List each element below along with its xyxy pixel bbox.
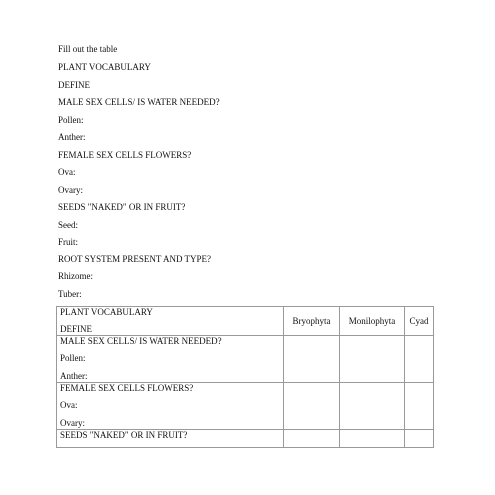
label-fruit: Fruit: <box>58 237 79 247</box>
row-label-cell <box>57 307 284 336</box>
row-label-line: Ova: <box>60 400 78 410</box>
row-label-line: MALE SEX CELLS/ IS WATER NEEDED? <box>60 336 222 346</box>
label-seed: Seed: <box>58 220 78 230</box>
row-label-cell <box>57 336 284 383</box>
label-ova: Ova: <box>58 167 76 177</box>
answer-cell[interactable] <box>284 336 340 383</box>
label-anther: Anther: <box>58 132 86 142</box>
heading-define: DEFINE <box>58 80 90 90</box>
row-label-line: DEFINE <box>60 324 92 334</box>
answer-cell[interactable] <box>284 430 340 448</box>
table-row <box>57 307 434 336</box>
question-female-sex-cells: FEMALE SEX CELLS FLOWERS? <box>58 150 192 160</box>
table-row <box>57 336 434 383</box>
label-ovary: Ovary: <box>58 185 83 195</box>
row-label-line: SEEDS "NAKED" OR IN FRUIT? <box>60 430 188 440</box>
row-label-line: Ovary: <box>60 418 85 428</box>
row-label-line: Anther: <box>60 371 88 381</box>
row-label-line: Pollen: <box>60 353 86 363</box>
column-header-monilophyta: Monilophyta <box>340 307 405 336</box>
answer-cell[interactable] <box>405 383 434 430</box>
column-header-bryophyta: Bryophyta <box>284 307 340 336</box>
vocabulary-table <box>56 306 434 448</box>
heading-plant-vocabulary: PLANT VOCABULARY <box>58 62 151 72</box>
row-label-line: FEMALE SEX CELLS FLOWERS? <box>60 383 194 393</box>
row-label-cell <box>57 383 284 430</box>
table-row <box>57 430 434 448</box>
column-header-cyad: Cyad <box>405 307 434 336</box>
row-label-line: PLANT VOCABULARY <box>60 307 153 317</box>
answer-cell[interactable] <box>405 336 434 383</box>
table-row <box>57 383 434 430</box>
label-rhizome: Rhizome: <box>58 271 93 281</box>
label-tuber: Tuber: <box>58 289 82 299</box>
answer-cell[interactable] <box>340 383 405 430</box>
label-pollen: Pollen: <box>58 115 84 125</box>
row-label-cell <box>57 430 284 448</box>
question-root-system: ROOT SYSTEM PRESENT AND TYPE? <box>58 254 212 264</box>
answer-cell[interactable] <box>405 430 434 448</box>
answer-cell[interactable] <box>340 336 405 383</box>
answer-cell[interactable] <box>284 383 340 430</box>
answer-cell[interactable] <box>340 430 405 448</box>
question-seeds: SEEDS "NAKED" OR IN FRUIT? <box>58 202 186 212</box>
instruction-text: Fill out the table <box>58 44 118 54</box>
question-male-sex-cells: MALE SEX CELLS/ IS WATER NEEDED? <box>58 97 220 107</box>
